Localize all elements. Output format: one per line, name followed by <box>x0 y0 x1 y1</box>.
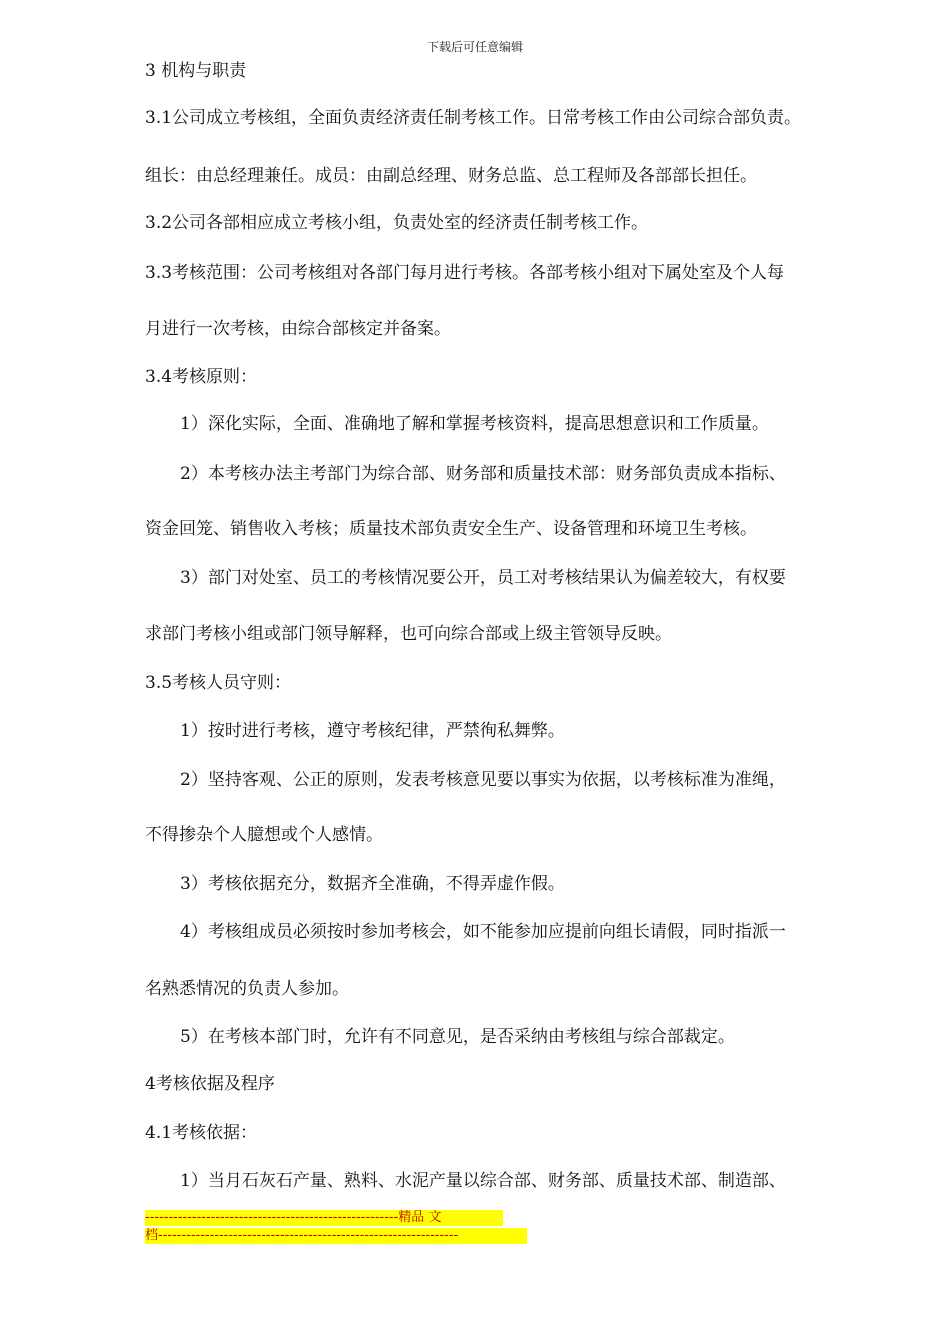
list-item: 1）按时进行考核，遵守考核纪律，严禁徇私舞弊。 <box>180 721 565 741</box>
paragraph-line: 3.3考核范围：公司考核组对各部门每月进行考核。各部考核小组对下属处室及个人每 <box>145 263 785 283</box>
section-heading: 4考核依据及程序 <box>145 1074 275 1094</box>
subsection-heading: 3.4考核原则： <box>145 367 258 387</box>
paragraph-line: 组长：由总经理兼任。成员：由副总经理、财务总监、总工程师及各部部长担任。 <box>145 166 757 186</box>
paragraph-line: 3.1公司成立考核组，全面负责经济责任制考核工作。日常考核工作由公司综合部负责。 <box>145 108 802 128</box>
header-note: 下载后可任意编辑 <box>426 40 523 54</box>
list-item: 2）本考核办法主考部门为综合部、财务部和质量技术部：财务部负责成本指标、 <box>180 464 786 484</box>
list-item: 4）考核组成员必须按时参加考核会，如不能参加应提前向组长请假，同时指派一 <box>180 922 786 942</box>
subsection-heading: 4.1考核依据： <box>145 1123 258 1143</box>
paragraph-line: 月进行一次考核，由综合部核定并备案。 <box>145 319 451 339</box>
list-item: 1）深化实际，全面、准确地了解和掌握考核资料，提高思想意识和工作质量。 <box>180 414 769 434</box>
footer-highlight-line: ------------------------------------------------------精品 文 <box>145 1210 503 1226</box>
paragraph-line: 求部门考核小组或部门领导解释，也可向综合部或上级主管领导反映。 <box>145 624 672 644</box>
footer-highlight-line: 档---------------------------------------------------------------- <box>145 1228 527 1244</box>
list-item: 1）当月石灰石产量、熟料、水泥产量以综合部、财务部、质量技术部、制造部、 <box>180 1171 786 1191</box>
list-item: 5）在考核本部门时，允许有不同意见，是否采纳由考核组与综合部裁定。 <box>180 1027 735 1047</box>
list-item: 3）考核依据充分，数据齐全准确，不得弄虚作假。 <box>180 874 565 894</box>
subsection-heading: 3.5考核人员守则： <box>145 673 292 693</box>
section-heading: 3 机构与职责 <box>145 61 247 81</box>
list-item: 3）部门对处室、员工的考核情况要公开，员工对考核结果认为偏差较大，有权要 <box>180 568 786 588</box>
list-item: 2）坚持客观、公正的原则，发表考核意见要以事实为依据，以考核标准为准绳， <box>180 770 786 790</box>
paragraph-line: 3.2公司各部相应成立考核小组，负责处室的经济责任制考核工作。 <box>145 213 649 233</box>
paragraph-line: 不得掺杂个人臆想或个人感情。 <box>145 825 383 845</box>
paragraph-line: 资金回笼、销售收入考核；质量技术部负责安全生产、设备管理和环境卫生考核。 <box>145 519 757 539</box>
paragraph-line: 名熟悉情况的负责人参加。 <box>145 979 349 999</box>
